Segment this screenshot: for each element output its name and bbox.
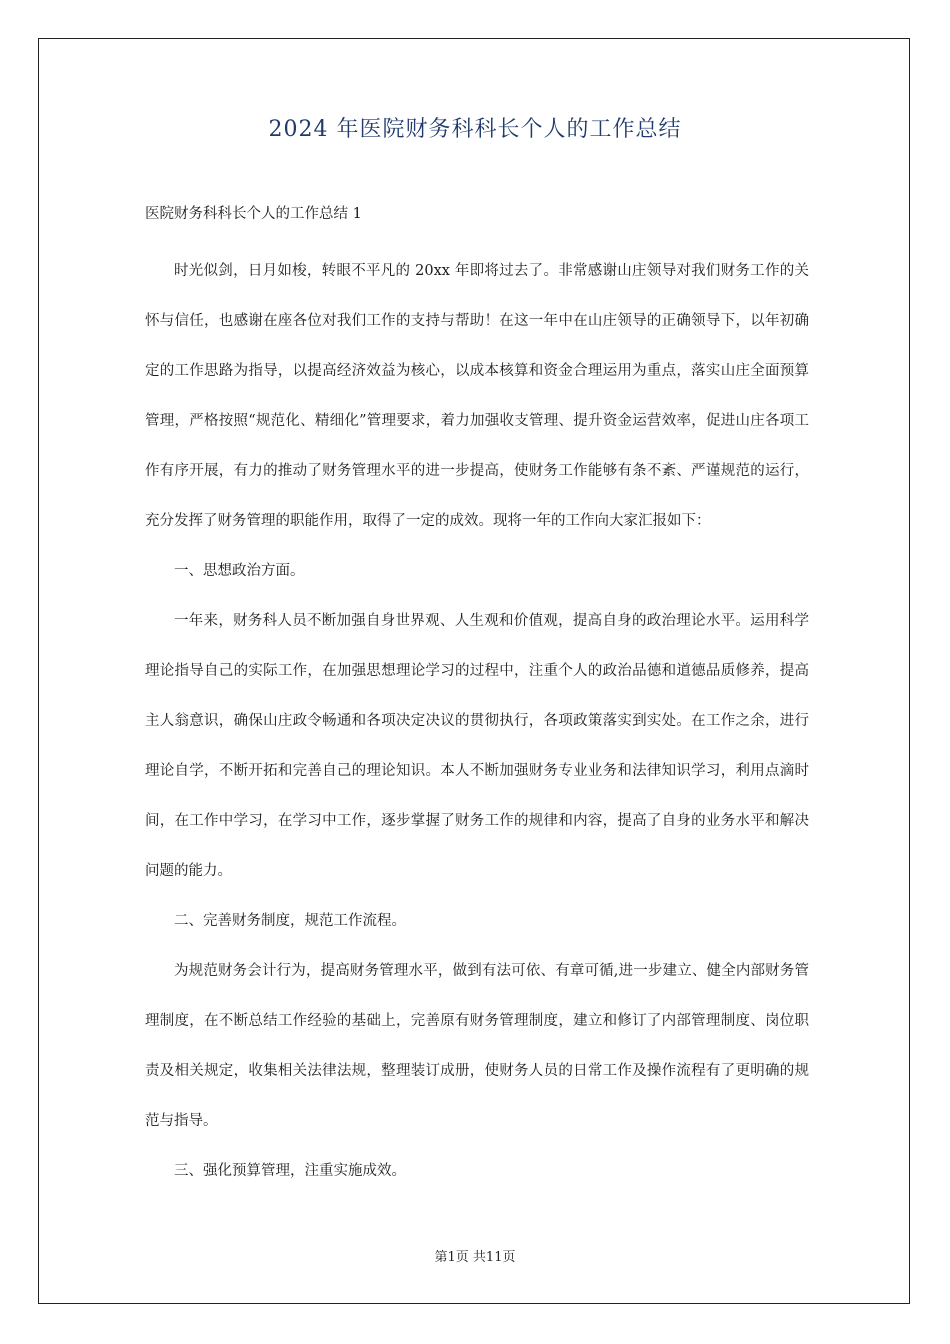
document-title: 2024 年医院财务科科长个人的工作总结 [268, 117, 682, 142]
heading-politics: 一、思想政治方面。 [174, 563, 305, 579]
paragraph-system: 为规范财务会计行为，提高财务管理水平，做到有法可依、有章可循,进一步建立、健全内部财务管理制度，在不断总结工作经验的基础上，完善原有财务管理制度，建立和修订了内部管理制度、岗位职责及相关规定，收集相关法律法规，整理装订成册，使财务人员的日常工作及操作流程有了更明确的规范与指导。 [145, 963, 809, 1129]
heading-system: 二、完善财务制度，规范工作流程。 [174, 913, 406, 929]
page-footer: 第1页 共11页 [434, 1250, 516, 1265]
paragraph-intro: 时光似剑，日月如梭，转眼不平凡的 20xx 年即将过去了。非常感谢山庄领导对我们财务工作的关怀与信任，也感谢在座各位对我们工作的支持与帮助！在这一年中在山庄领导的正确领导下，以年初确定的工作思路为指导，以提高经济效益为核心，以成本核算和资金合理运用为重点，落实山庄全面预算管理，严格按照“规范化、精细化”管理要求，着力加强收支管理、提升资金运营效率，促进山庄各项工作有序开展，有力的推动了财务管理水平的进一步提高，使财务工作能够有条不紊、严谨规范的运行，充分发挥了财务管理的职能作用，取得了一定的成效。现将一年的工作向大家汇报如下： [145, 263, 809, 529]
section-subtitle: 医院财务科科长个人的工作总结 1 [145, 206, 362, 222]
document-body [145, 196, 809, 1196]
paragraph-politics: 一年来，财务科人员不断加强自身世界观、人生观和价值观，提高自身的政治理论水平。运用科学理论指导自己的实际工作，在加强思想理论学习的过程中，注重个人的政治品德和道德品质修养，提高主人翁意识，确保山庄政令畅通和各项决定决议的贯彻执行，各项政策落实到实处。在工作之余，进行理论自学，不断开拓和完善自己的理论知识。本人不断加强财务专业业务和法律知识学习，利用点滴时间，在工作中学习，在学习中工作，逐步掌握了财务工作的规律和内容，提高了自身的业务水平和解决问题的能力。 [145, 613, 809, 879]
heading-budget: 三、强化预算管理，注重实施成效。 [174, 1163, 406, 1179]
